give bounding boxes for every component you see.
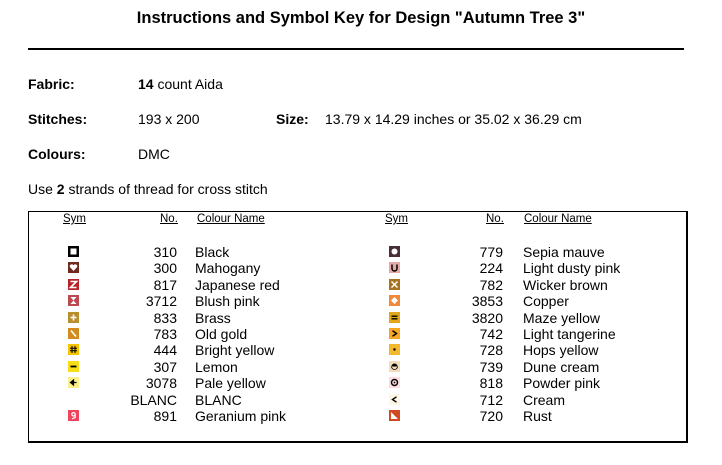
- dmc-number: 3712: [145, 293, 177, 310]
- size-label: Size:: [276, 111, 309, 127]
- dmc-number: 728: [479, 342, 503, 359]
- key-row-right-7: [0, 359, 722, 375]
- colour-name: Sepia mauve: [523, 244, 605, 260]
- diamond-icon: [389, 295, 400, 306]
- colour-name: Geranium pink: [195, 408, 287, 424]
- dmc-number: 818: [479, 375, 503, 392]
- x-cross-icon: [389, 279, 400, 290]
- colour-name: BLANC: [195, 391, 242, 408]
- colour-name: Rust: [523, 408, 552, 424]
- dot-icon: [389, 344, 400, 355]
- key-row-right-4: [0, 310, 722, 326]
- u-letter-icon: [389, 262, 400, 273]
- dmc-number: 783: [153, 326, 177, 342]
- colour-name: Pale yellow: [195, 375, 266, 392]
- circle-icon: [389, 246, 400, 257]
- colour-name: Dune cream: [523, 358, 600, 375]
- colour-name: Light dusty pink: [523, 260, 621, 277]
- key-row-right-0: [0, 244, 722, 260]
- stitches-value: 193 x 200: [138, 111, 200, 127]
- colour-name: Hops yellow: [523, 342, 599, 359]
- colour-name: Japanese red: [195, 276, 280, 293]
- stitches-label: Stitches:: [28, 111, 88, 127]
- dmc-number: 307: [153, 358, 177, 375]
- key-row-right-3: [0, 293, 722, 309]
- colour-name: Powder pink: [523, 375, 601, 392]
- fabric-label: Fabric:: [28, 76, 75, 92]
- colour-name: Bright yellow: [195, 342, 275, 359]
- dmc-number: 3078: [145, 375, 177, 392]
- dmc-number: 224: [479, 260, 503, 277]
- dmc-number: 300: [153, 260, 177, 277]
- header-no-right: No.: [486, 213, 504, 225]
- fabric-value: [138, 76, 223, 92]
- header-name-left: Colour Name: [197, 213, 265, 225]
- key-row-right-2: [0, 277, 722, 293]
- header-no-left: No.: [160, 213, 178, 225]
- key-row-right-6: [0, 342, 722, 358]
- fabric-count: 14: [138, 76, 154, 92]
- colour-name: Brass: [195, 309, 231, 326]
- strands-pre: Use: [28, 181, 57, 197]
- dmc-number: 742: [479, 326, 503, 342]
- colour-name: Wicker brown: [523, 276, 608, 293]
- dmc-number: 782: [479, 276, 503, 293]
- dmc-number: 712: [479, 391, 503, 408]
- key-row-right-5: [0, 326, 722, 342]
- dmc-number: 444: [153, 342, 177, 359]
- colour-name: Lemon: [195, 358, 238, 375]
- dmc-number: 891: [153, 408, 177, 424]
- colours-label: Colours:: [28, 146, 86, 162]
- colours-value: DMC: [138, 146, 170, 162]
- header-sym-right: Sym: [385, 213, 408, 225]
- colour-name: Copper: [523, 293, 569, 310]
- strands-instruction: [28, 181, 268, 197]
- dmc-number: 817: [153, 276, 177, 293]
- dmc-number: BLANC: [130, 391, 177, 408]
- equals-icon: [389, 312, 400, 323]
- colour-name: Black: [195, 244, 230, 260]
- title-divider: [28, 48, 684, 50]
- dmc-number: 3853: [471, 293, 503, 310]
- dmc-number: 739: [479, 358, 503, 375]
- key-row-right-8: [0, 375, 722, 391]
- size-value: 13.79 x 14.29 inches or 35.02 x 36.29 cm: [325, 111, 582, 127]
- header-sym-left: Sym: [63, 213, 86, 225]
- greater-than-icon: [389, 328, 400, 339]
- colour-name: Maze yellow: [523, 309, 601, 326]
- dmc-number: 3820: [471, 309, 503, 326]
- key-row-right-9: [0, 392, 722, 408]
- fabric-type: count Aida: [153, 76, 223, 92]
- page-title: Instructions and Symbol Key for Design "Autumn Tree 3": [136, 9, 586, 27]
- dmc-number: 720: [479, 408, 503, 424]
- colour-name: Old gold: [195, 326, 248, 342]
- colour-name: Mahogany: [195, 260, 261, 277]
- target-icon: [389, 377, 400, 388]
- colour-name: Cream: [523, 391, 566, 408]
- half-circle-icon: [389, 361, 400, 372]
- colour-name: Blush pink: [195, 293, 260, 310]
- key-row-right-1: [0, 260, 722, 276]
- dmc-number: 310: [153, 244, 177, 260]
- strands-post: strands of thread for cross stitch: [64, 181, 268, 197]
- dmc-number: 833: [153, 309, 177, 326]
- triangle-icon: [389, 410, 400, 421]
- key-row-right-10: [0, 408, 722, 424]
- header-name-right: Colour Name: [524, 213, 592, 225]
- colour-name: Light tangerine: [523, 326, 616, 342]
- dmc-number: 779: [479, 244, 503, 260]
- strands-count: 2: [56, 181, 65, 197]
- less-than-icon: [389, 394, 400, 405]
